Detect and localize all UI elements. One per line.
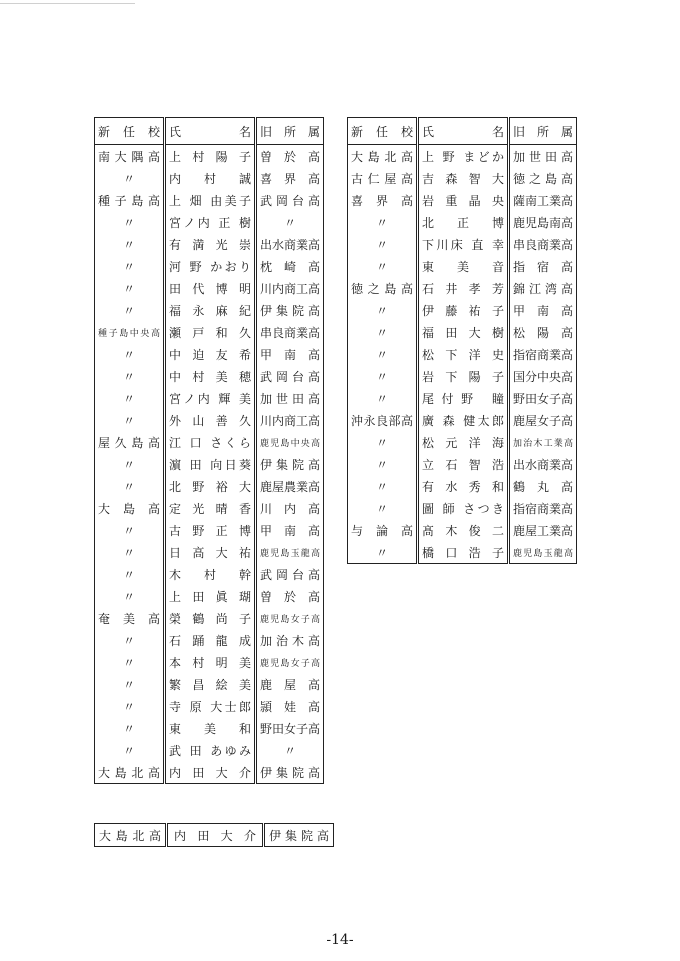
table-row xyxy=(95,541,324,563)
cell-name: 橋 口 浩 子 xyxy=(418,541,509,564)
cell-name: 内 村 誠 xyxy=(165,167,256,189)
cell-new-school: 〃 xyxy=(375,545,388,560)
cell-name: 吉 森 智 大 xyxy=(418,167,509,189)
cell-previous-post: 喜 界 高 xyxy=(256,167,324,189)
cell-new-school: 大 島 高 xyxy=(98,501,160,516)
cell-previous-post: 鹿児島玉龍高 xyxy=(256,541,324,563)
cell-new-school: 大島北高 xyxy=(98,765,160,780)
cell-previous-post: 国分中央高 xyxy=(509,365,577,387)
cell-name: 北 正 博 xyxy=(418,211,509,233)
personnel-table-left xyxy=(94,117,324,784)
header-name: 氏 名 xyxy=(165,118,256,145)
cell-new-school: 〃 xyxy=(375,237,388,252)
table-row xyxy=(95,607,324,629)
table-row xyxy=(348,387,577,409)
cell-name: 廣 森 健太郎 xyxy=(418,409,509,431)
cell-previous-post: 串良商業高 xyxy=(509,233,577,255)
cell-new-school: 種子島高 xyxy=(98,193,160,208)
cell-name: 圖 師 さつき xyxy=(418,497,509,519)
cell-new-school: 〃 xyxy=(122,479,135,494)
cell-new-school: 〃 xyxy=(375,435,388,450)
cell-new-school: 〃 xyxy=(122,281,135,296)
table-row xyxy=(348,321,577,343)
cell-name: 北 野 裕 大 xyxy=(165,475,256,497)
cell-name: 宮ノ内 正 樹 xyxy=(165,211,256,233)
cell-previous-post: 甲 南 高 xyxy=(509,299,577,321)
table-row xyxy=(95,563,324,585)
cell-previous-post: 野田女子高 xyxy=(256,717,324,739)
cell-name: 宮ノ内 輝 美 xyxy=(165,387,256,409)
cell-previous-post: 松 陽 高 xyxy=(509,321,577,343)
table-row xyxy=(95,409,324,431)
table-row xyxy=(95,299,324,321)
table-row xyxy=(348,365,577,387)
cell-previous-post: 加世田高 xyxy=(509,145,577,168)
cell-previous-post: 鹿児島女子高 xyxy=(256,607,324,629)
cell-new-school: 与 論 高 xyxy=(351,523,413,538)
cell-previous-post: 川内商工高 xyxy=(256,277,324,299)
table-header-row xyxy=(95,118,324,145)
cell-new-school: 〃 xyxy=(375,347,388,362)
header-new-school: 新 任 校 xyxy=(95,118,165,145)
cell-previous-post: 甲 南 高 xyxy=(256,519,324,541)
table-row xyxy=(348,211,577,233)
cell-new-school: 〃 xyxy=(122,303,135,318)
cell-name: 上 畑 由美子 xyxy=(165,189,256,211)
personnel-table-left-extra xyxy=(94,823,334,847)
cell-new-school: 〃 xyxy=(122,721,135,736)
cell-new-school: 〃 xyxy=(122,633,135,648)
table-row xyxy=(95,651,324,673)
cell-name: 上 野 まどか xyxy=(418,145,509,168)
table-row xyxy=(95,321,324,343)
cell-new-school: 奄 美 高 xyxy=(98,611,160,626)
table-row xyxy=(348,453,577,475)
cell-previous-post: 川 内 高 xyxy=(256,497,324,519)
cell-new-school: 〃 xyxy=(122,391,135,406)
cell-previous-post: 甲 南 高 xyxy=(256,343,324,365)
cell-name: 濵 田 向日葵 xyxy=(165,453,256,475)
page-number: -14- xyxy=(326,932,354,948)
table-row xyxy=(95,497,324,519)
table-row xyxy=(348,475,577,497)
table-row xyxy=(95,475,324,497)
table-row xyxy=(95,739,324,761)
cell-new-school: 〃 xyxy=(122,743,135,758)
cell-name: 有 水 秀 和 xyxy=(418,475,509,497)
cell-name: 定 光 晴 香 xyxy=(165,497,256,519)
cell-previous-post: 伊集院高 xyxy=(256,761,324,784)
cell-name: 東 美 和 xyxy=(165,717,256,739)
header-name: 氏 名 xyxy=(418,118,509,145)
cell-new-school: 〃 xyxy=(122,237,135,252)
cell-previous-post: 加治木工業高 xyxy=(509,431,577,453)
table-row xyxy=(348,167,577,189)
table-row xyxy=(95,717,324,739)
cell-name: 福 田 大 樹 xyxy=(418,321,509,343)
cell-name: 立 石 智 浩 xyxy=(418,453,509,475)
cell-name: 古 野 正 博 xyxy=(165,519,256,541)
table-header-row xyxy=(348,118,577,145)
cell-new-school: 〃 xyxy=(122,457,135,472)
cell-new-school: 〃 xyxy=(122,677,135,692)
cell-name: 中 村 美 穂 xyxy=(165,365,256,387)
table-row xyxy=(95,365,324,387)
table-row xyxy=(95,277,324,299)
cell-name: 松 元 洋 海 xyxy=(418,431,509,453)
cell-previous-post: 徳之島高 xyxy=(509,167,577,189)
table-row xyxy=(95,431,324,453)
table-row xyxy=(348,431,577,453)
table-body-right xyxy=(348,145,577,564)
header-previous-post: 旧 所 属 xyxy=(509,118,577,145)
cell-name: 石 井 孝 芳 xyxy=(418,277,509,299)
cell-name: 瀬 戸 和 久 xyxy=(165,321,256,343)
cell-name: 田 代 博 明 xyxy=(165,277,256,299)
cell-previous-post: 鹿屋女子高 xyxy=(509,409,577,431)
cell-name: 武 田 あゆみ xyxy=(165,739,256,761)
cell-new-school: 〃 xyxy=(375,391,388,406)
cell-name: 岩 下 陽 子 xyxy=(418,365,509,387)
personnel-table-right xyxy=(347,117,577,564)
cell-name: 繁 昌 絵 美 xyxy=(165,673,256,695)
cell-new-school: 喜 界 高 xyxy=(351,193,413,208)
cell-new-school: 古仁屋高 xyxy=(351,171,413,186)
table-row xyxy=(348,189,577,211)
cell-name: 本 村 明 美 xyxy=(165,651,256,673)
cell-previous-post: 頴 娃 高 xyxy=(256,695,324,717)
cell-new-school: 〃 xyxy=(122,523,135,538)
table-row xyxy=(95,695,324,717)
cell-name: 榮 鶴 尚 子 xyxy=(165,607,256,629)
cell-previous-post: 薩南工業高 xyxy=(509,189,577,211)
table-row xyxy=(348,255,577,277)
table-row xyxy=(95,629,324,651)
table-row xyxy=(348,541,577,564)
cell-new-school: 南大隅高 xyxy=(98,149,160,164)
cell-new-school: 〃 xyxy=(375,501,388,516)
cell-name: 寺 原 大士郎 xyxy=(165,695,256,717)
cell-previous-post: 鶴 丸 高 xyxy=(509,475,577,497)
cell-previous-post: 出水商業高 xyxy=(256,233,324,255)
cell-previous-post: 鹿児島中央高 xyxy=(256,431,324,453)
table-row xyxy=(95,189,324,211)
cell-name: 東 美 音 xyxy=(418,255,509,277)
cell-new-school: 〃 xyxy=(375,303,388,318)
cell-previous-post: 指宿商業高 xyxy=(509,343,577,365)
cell-name: 岩 重 晶 央 xyxy=(418,189,509,211)
cell-name: 下川床 直 幸 xyxy=(418,233,509,255)
table-row xyxy=(95,255,324,277)
cell-new-school: 〃 xyxy=(122,589,135,604)
table-row xyxy=(348,343,577,365)
cell-new-school: 〃 xyxy=(375,369,388,384)
cell-new-school: 〃 xyxy=(122,655,135,670)
table-row xyxy=(95,761,324,784)
cell-name: 木 村 幹 xyxy=(165,563,256,585)
table-row xyxy=(95,167,324,189)
cell-new-school: 〃 xyxy=(375,259,388,274)
cell-previous-post: 串良商業高 xyxy=(256,321,324,343)
cell-previous-post: 鹿 屋 高 xyxy=(256,673,324,695)
cell-new-school: 大島北高 xyxy=(99,828,161,843)
cell-previous-post: 枕 崎 高 xyxy=(256,255,324,277)
cell-name: 中 迫 友 希 xyxy=(165,343,256,365)
cell-new-school: 屋久島高 xyxy=(98,435,160,450)
cell-name: 有 満 光 崇 xyxy=(165,233,256,255)
cell-previous-post: 加世田高 xyxy=(256,387,324,409)
cell-name: 上 村 陽 子 xyxy=(165,145,256,168)
cell-new-school: 〃 xyxy=(122,567,135,582)
cell-name: 髙 木 俊 二 xyxy=(418,519,509,541)
cell-previous-post: 伊集院高 xyxy=(264,824,334,847)
table-row xyxy=(95,673,324,695)
cell-name: 外 山 善 久 xyxy=(165,409,256,431)
cell-previous-post: 指宿商業高 xyxy=(509,497,577,519)
table-row xyxy=(348,299,577,321)
cell-previous-post: 錦江湾高 xyxy=(509,277,577,299)
table-row xyxy=(348,497,577,519)
table-row xyxy=(95,585,324,607)
cell-name: 福 永 麻 紀 xyxy=(165,299,256,321)
cell-new-school: 〃 xyxy=(122,369,135,384)
cell-name: 日 高 大 祐 xyxy=(165,541,256,563)
table-row xyxy=(348,409,577,431)
cell-previous-post: 武岡台高 xyxy=(256,563,324,585)
cell-previous-post: 指 宿 高 xyxy=(509,255,577,277)
cell-name: 松 下 洋 史 xyxy=(418,343,509,365)
cell-previous-post: 伊集院高 xyxy=(256,299,324,321)
cell-previous-post: 〃 xyxy=(256,739,324,761)
cell-previous-post: 曽 於 高 xyxy=(256,145,324,168)
cell-name: 石 踊 龍 成 xyxy=(165,629,256,651)
cell-new-school: 〃 xyxy=(122,259,135,274)
table-body-left xyxy=(95,145,324,784)
cell-new-school: 〃 xyxy=(122,347,135,362)
table-row xyxy=(348,145,577,168)
table-row xyxy=(95,211,324,233)
table-row xyxy=(95,824,334,847)
cell-new-school: 〃 xyxy=(375,325,388,340)
table-row xyxy=(95,453,324,475)
cell-new-school: 沖永良部高 xyxy=(351,413,413,428)
cell-previous-post: 〃 xyxy=(256,211,324,233)
cell-name: 河 野 かおり xyxy=(165,255,256,277)
cell-new-school: 大島北高 xyxy=(351,149,413,164)
cell-name: 上 田 眞 瑚 xyxy=(165,585,256,607)
cell-previous-post: 鹿児島女子高 xyxy=(256,651,324,673)
table-row xyxy=(348,277,577,299)
cell-previous-post: 武岡台高 xyxy=(256,189,324,211)
cell-new-school: 〃 xyxy=(122,171,135,186)
table-row xyxy=(95,233,324,255)
cell-name: 内 田 大 介 xyxy=(167,824,264,847)
table-row xyxy=(348,519,577,541)
table-row xyxy=(95,387,324,409)
cell-previous-post: 伊集院高 xyxy=(256,453,324,475)
header-new-school: 新 任 校 xyxy=(348,118,418,145)
cell-name: 江 口 さくら xyxy=(165,431,256,453)
cell-previous-post: 加治木高 xyxy=(256,629,324,651)
cell-previous-post: 曽 於 高 xyxy=(256,585,324,607)
cell-previous-post: 鹿児島南高 xyxy=(509,211,577,233)
cell-new-school: 〃 xyxy=(122,215,135,230)
cell-previous-post: 川内商工高 xyxy=(256,409,324,431)
table-row xyxy=(95,519,324,541)
cell-new-school: 〃 xyxy=(122,413,135,428)
cell-new-school: 〃 xyxy=(375,457,388,472)
cell-previous-post: 鹿屋農業高 xyxy=(256,475,324,497)
cell-previous-post: 鹿児島玉龍高 xyxy=(509,541,577,564)
cell-new-school: 〃 xyxy=(122,699,135,714)
cell-new-school: 徳之島高 xyxy=(351,281,413,296)
table-row xyxy=(348,233,577,255)
cell-new-school: 種子島中央高 xyxy=(98,328,160,339)
cell-name: 尾付野 瞳 xyxy=(418,387,509,409)
cell-previous-post: 鹿屋工業高 xyxy=(509,519,577,541)
cell-previous-post: 出水商業高 xyxy=(509,453,577,475)
cell-previous-post: 武岡台高 xyxy=(256,365,324,387)
cell-new-school: 〃 xyxy=(375,215,388,230)
table-row xyxy=(95,343,324,365)
cell-name: 伊 藤 祐 子 xyxy=(418,299,509,321)
cell-new-school: 〃 xyxy=(122,545,135,560)
cell-new-school: 〃 xyxy=(375,479,388,494)
header-previous-post: 旧 所 属 xyxy=(256,118,324,145)
cell-previous-post: 野田女子高 xyxy=(509,387,577,409)
scan-edge-line xyxy=(0,3,135,4)
cell-name: 内 田 大 介 xyxy=(165,761,256,784)
table-row xyxy=(95,145,324,168)
